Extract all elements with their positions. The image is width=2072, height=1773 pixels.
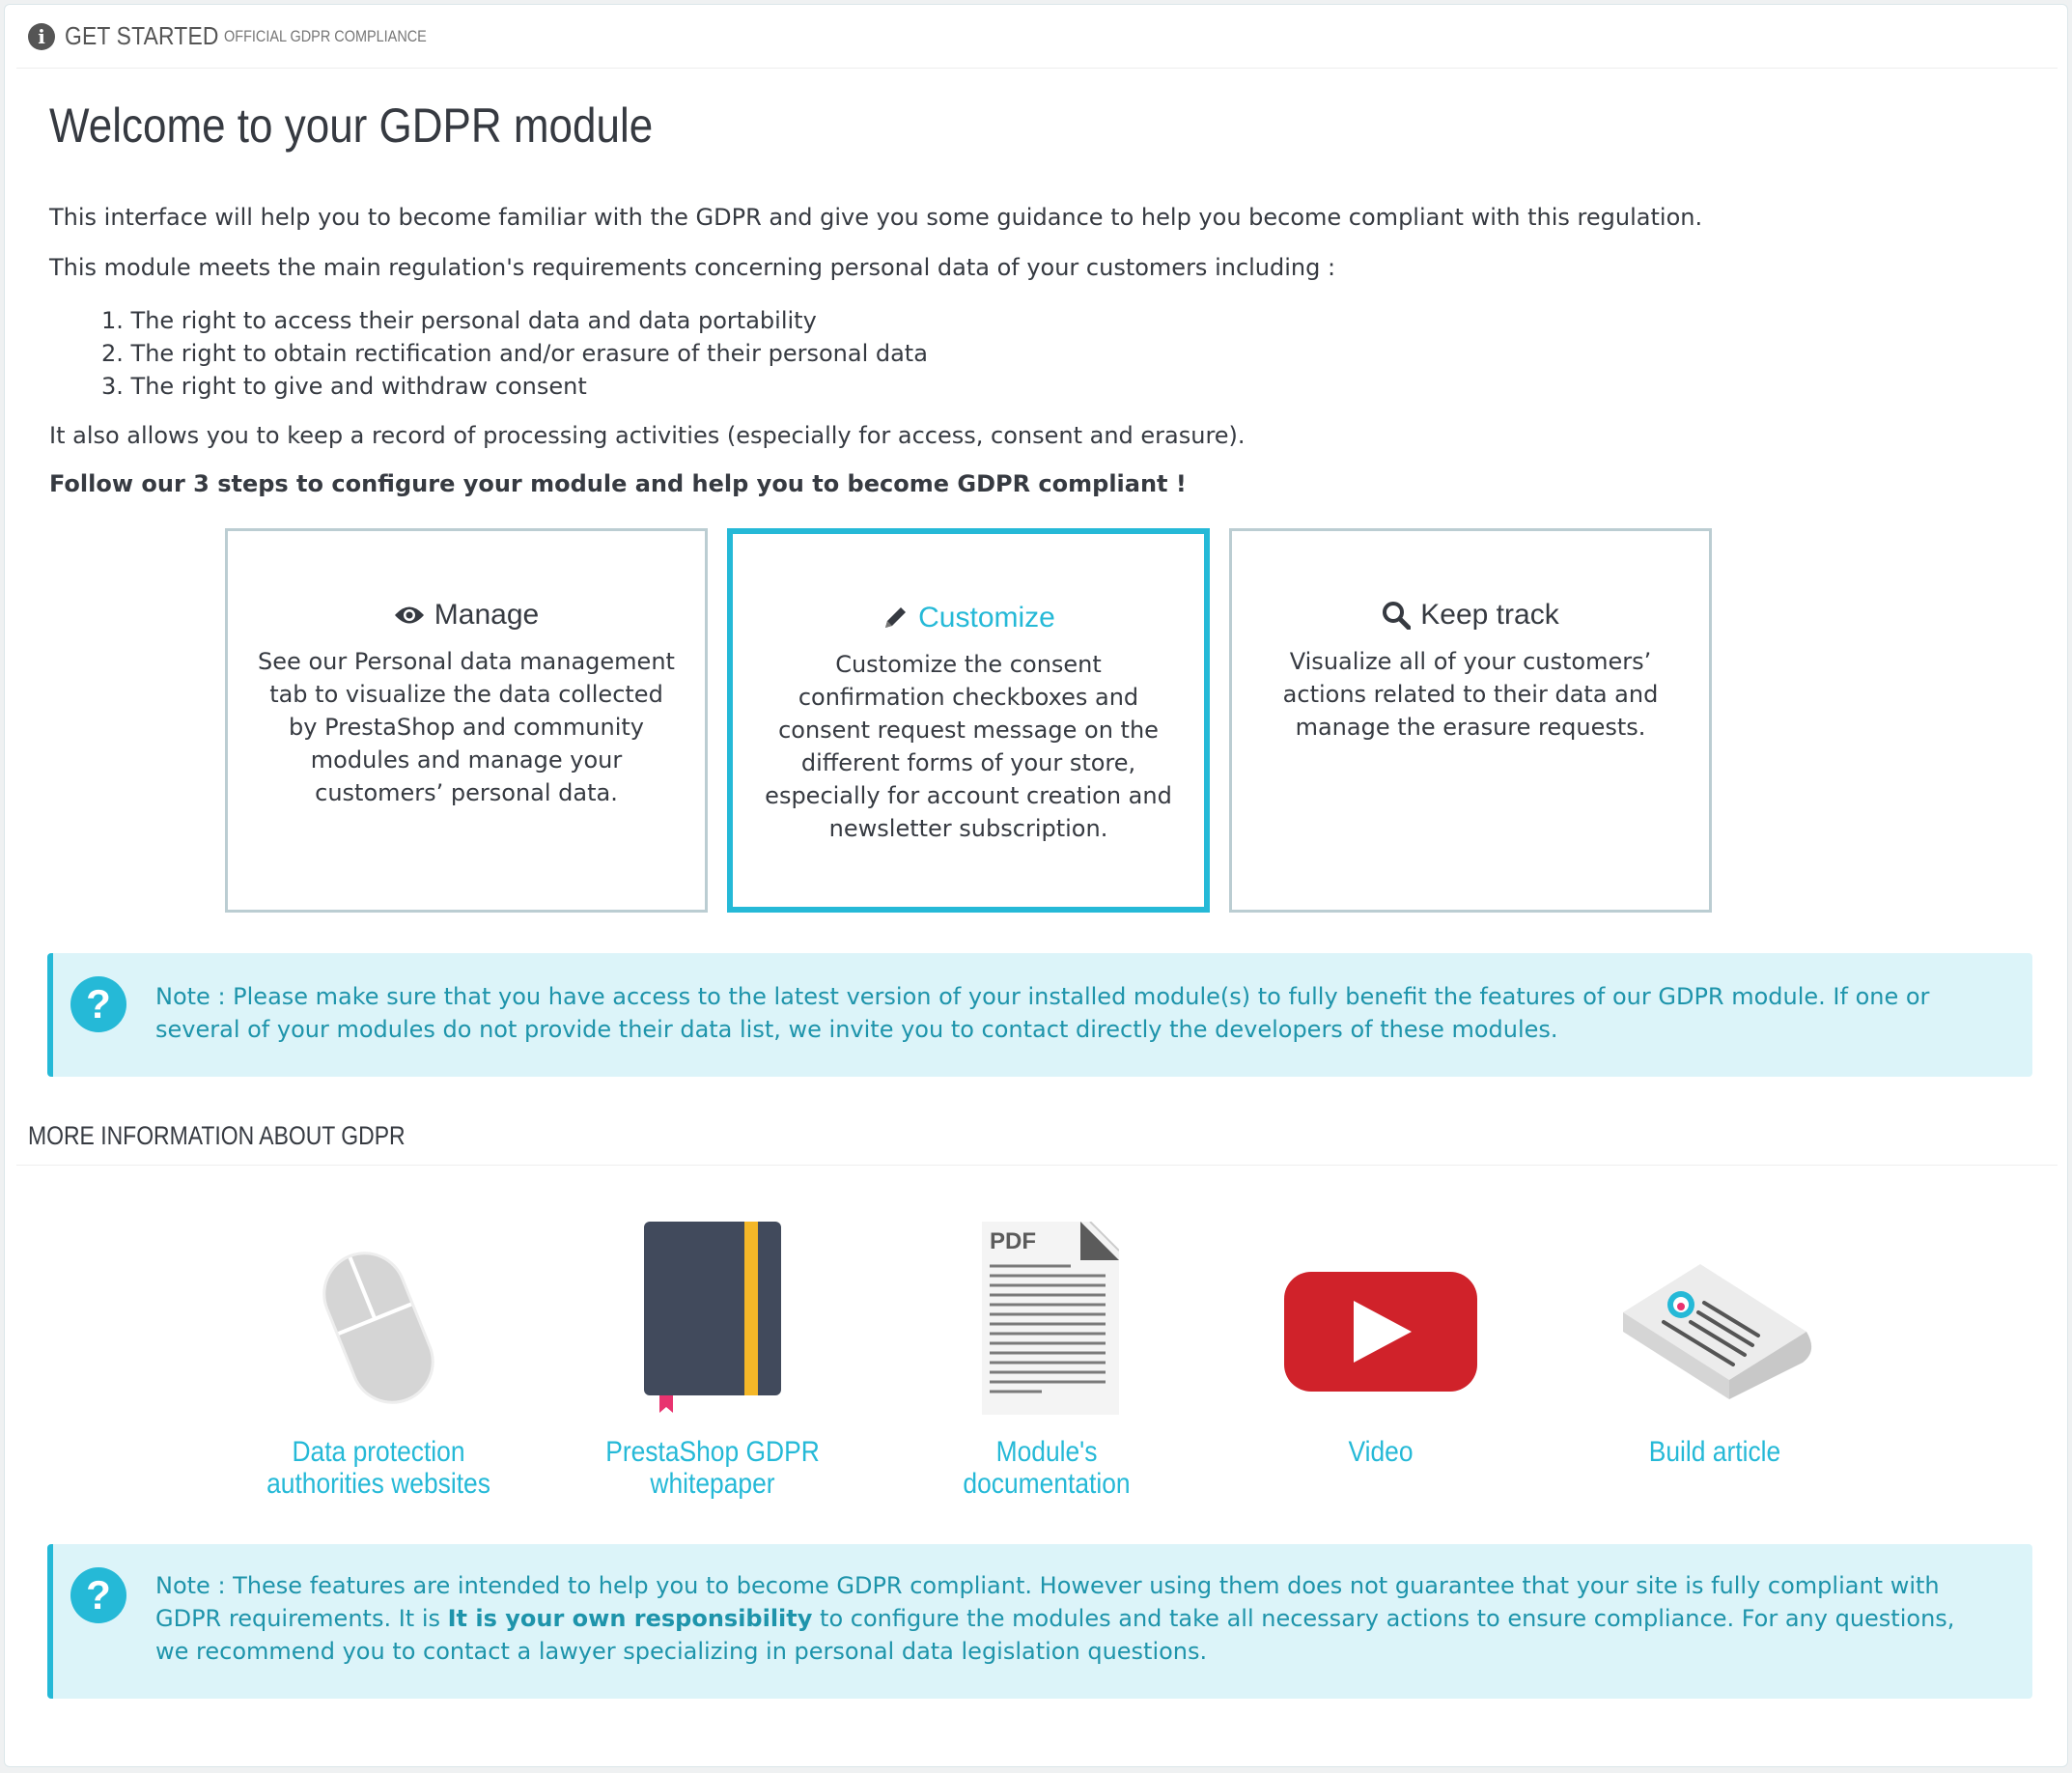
pencil-icon <box>882 605 909 632</box>
resource-build-article[interactable] <box>1570 1231 1860 1468</box>
help-icon: ? <box>70 976 126 1032</box>
step-description: See our Personal data management tab to visualize the data collected by PrestaShop and community modules and manage your customers’ personal data. <box>258 648 675 806</box>
panel-heading <box>16 5 2058 69</box>
alert-note-modules <box>47 953 2032 1077</box>
mouse-icon <box>311 1241 446 1415</box>
resource-documentation[interactable] <box>902 1228 1191 1500</box>
alert-text: Note : These features are intended to help you to become GDPR compliant. However using them does not guarantee that your site is fully compliant with GDPR requirements. It is It is your own responsibility to configure the modules and take all necessary actions to ensure compliance. For any questions, we recommend you to contact a lawyer specializing in personal data legislation questions. <box>155 1572 1955 1665</box>
resource-label[interactable]: Video <box>1348 1436 1414 1468</box>
steps-heading: Follow our 3 steps to configure your module and help you to become GDPR compliant ! <box>49 470 1187 497</box>
divider <box>16 1165 2058 1166</box>
resource-whitepaper[interactable] <box>568 1231 857 1500</box>
gdpr-panel <box>4 4 2068 1767</box>
page-title: Welcome to your GDPR module <box>49 98 654 153</box>
list-item: 1. The right to access their personal data and data portability <box>101 307 817 334</box>
video-play-icon <box>1284 1272 1477 1392</box>
list-item: 2. The right to obtain rectification and/or erasure of their personal data <box>101 340 928 367</box>
eye-icon <box>394 605 425 626</box>
resource-label[interactable]: Build article <box>1648 1436 1781 1468</box>
svg-text:PDF: PDF <box>990 1228 1036 1254</box>
intro-section <box>49 98 2038 497</box>
notebook-icon <box>640 1222 785 1415</box>
step-description: Customize the consent confirmation checkboxes and consent request message on the different forms of your store, especially for account creation and newsletter subscription. <box>765 651 1172 842</box>
step-card-customize[interactable] <box>727 528 1210 913</box>
resource-label[interactable]: PrestaShop GDPR whitepaper <box>605 1436 820 1500</box>
list-item: 3. The right to give and withdraw consent <box>101 373 587 400</box>
alert-note-compliance <box>47 1544 2032 1699</box>
resource-label[interactable]: Module's documentation <box>963 1436 1131 1500</box>
resource-video[interactable] <box>1236 1231 1526 1468</box>
more-info-title: MORE INFORMATION ABOUT GDPR <box>28 1121 406 1150</box>
panel-subtitle: OFFICIAL GDPR COMPLIANCE <box>224 26 428 45</box>
alert-text: Note : Please make sure that you have access to the latest version of your installed module(s) to fully benefit the features of our GDPR module. If one or several of your modules do not provide their data list, we invite you to contact directly the developers of these modules. <box>155 983 1930 1043</box>
resource-label[interactable]: Data protection authorities websites <box>266 1436 490 1500</box>
resource-dpa-websites[interactable] <box>234 1231 523 1500</box>
pdf-document-icon <box>974 1222 1119 1415</box>
intro-paragraph-3: It also allows you to keep a record of processing activities (especially for access, consent and erasure). <box>49 422 1246 449</box>
rights-list <box>101 304 928 403</box>
intro-paragraph-1: This interface will help you to become familiar with the GDPR and give you some guidance to help you become compliant with this regulation. <box>49 204 1703 231</box>
help-icon: ? <box>70 1567 126 1623</box>
step-description: Visualize all of your customers’ actions related to their data and manage the erasure requests. <box>1282 648 1659 741</box>
step-card-keep-track[interactable] <box>1229 528 1712 913</box>
step-card-manage[interactable] <box>225 528 708 913</box>
intro-paragraph-2: This module meets the main regulation's requirements concerning personal data of your customers including : <box>49 254 1336 281</box>
newspaper-icon <box>1613 1254 1816 1409</box>
responsibility-emphasis: It is your own responsibility <box>447 1605 813 1632</box>
step-title: Keep track <box>1420 599 1559 631</box>
step-title: Customize <box>918 602 1055 633</box>
search-icon <box>1382 601 1411 630</box>
step-title: Manage <box>434 599 540 631</box>
info-icon: i <box>28 23 55 50</box>
panel-title: GET STARTED <box>65 21 219 50</box>
